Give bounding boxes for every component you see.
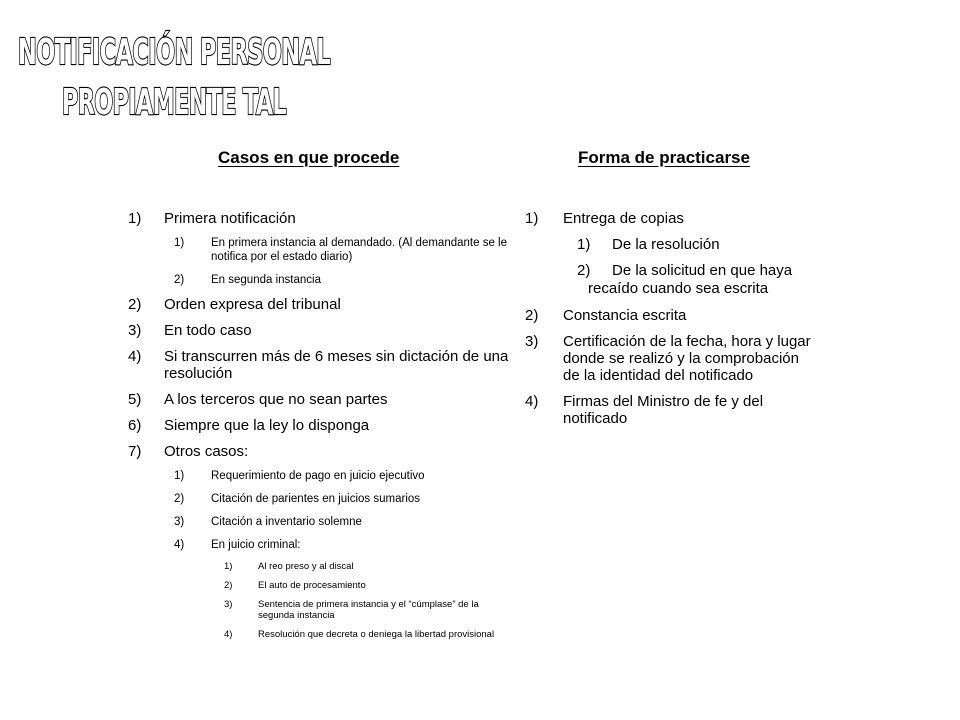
list-item: 2) En segunda instancia (174, 274, 321, 286)
list-item: 3) Certificación de la fecha, hora y lugar donde se realizó y la comprobación de la identidad del notificado (525, 333, 811, 384)
list-item: 1) En primera instancia al demandado. (Al demandante se le notifica por el estado diario) (174, 237, 507, 263)
document-title (18, 28, 518, 128)
form-list (525, 210, 815, 436)
heading-cases: Casos en que procede (218, 148, 400, 167)
list-item: 3) Citación a inventario solemne (174, 516, 362, 528)
list-item: 4) Firmas del Ministro de fe y del notificado (525, 393, 764, 427)
title-line-2: PROPIAMENTE TAL (62, 82, 287, 123)
title-line-1: NOTIFICACIÓN PERSONAL (18, 32, 518, 73)
list-item: 3) En todo caso (128, 322, 252, 339)
cases-list (128, 210, 513, 648)
list-item: 1) Al reo preso y al discal (224, 561, 354, 572)
list-item: 2) De la solicitud en que haya recaído cuando sea escrita (577, 262, 793, 297)
list-item: 2) Citación de parientes en juicios sumarios (174, 493, 421, 505)
list-item: 1) Primera notificación (128, 210, 296, 227)
list-item: 1) De la resolución (577, 236, 720, 253)
heading-form: Forma de practicarse (578, 148, 750, 167)
list-item: 2) El auto de procesamiento (224, 580, 366, 591)
list-item: 4) Si transcurren más de 6 meses sin dictación de una resolución (128, 348, 509, 382)
list-item: 1) Entrega de copias (525, 210, 684, 227)
list-item: 1) Requerimiento de pago en juicio ejecutivo (174, 470, 425, 482)
list-item: 2) Constancia escrita (525, 307, 687, 324)
list-item: 7) Otros casos: (128, 443, 249, 460)
list-item: 4) Resolución que decreta o deniega la libertad provisional (224, 629, 495, 640)
list-item: 2) Orden expresa del tribunal (128, 296, 341, 313)
list-item: 5) A los terceros que no sean partes (128, 391, 388, 408)
list-item: 4) En juicio criminal: (174, 539, 301, 551)
list-item: 3) Sentencia de primera instancia y el “cúmplase” de la segunda instancia (224, 599, 479, 621)
list-item: 6) Siempre que la ley lo disponga (128, 417, 370, 434)
